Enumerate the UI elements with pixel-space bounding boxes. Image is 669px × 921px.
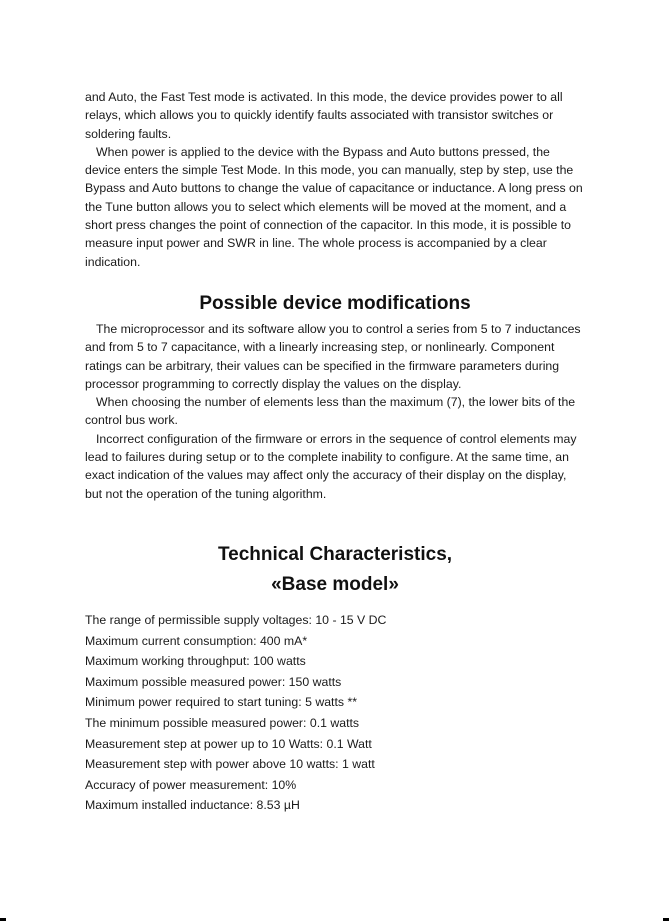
spec-item: Minimum power required to start tuning: 5 watts ** <box>85 695 358 710</box>
intro-paragraph-1: and Auto, the Fast Test mode is activated. In this mode, the device provides power to all relays, which allows you to quickly identify faults associated with transistor switches or soldering faults. <box>85 90 563 141</box>
spec-item: Measurement step with power above 10 watts: 1 watt <box>85 757 375 772</box>
technical-heading <box>85 540 585 600</box>
document-page <box>85 88 585 816</box>
intro-paragraph-2: When power is applied to the device with the Bypass and Auto buttons pressed, the device enters the simple Test Mode. In this mode, you can manually, step by step, use the Bypass and Auto buttons to change the value of capacitance or inductance. A long press on the Tune button allows you to select which elements will be moved at the moment, and a short press changes the point of connection of the capacitor. In this mode, it is possible to measure input power and SWR in line. The whole process is accompanied by a clear indication. <box>85 144 583 269</box>
modifications-paragraph-1: The microprocessor and its software allow you to control a series from 5 to 7 inductances and from 5 to 7 capacitance, with a linearly increasing step, or nonlinearly. Component ratings can be arbitrary, their values can be specified in the firmware parameters during processor programming to correctly display the values on the display. <box>85 321 581 391</box>
technical-heading-line-1: Technical Characteristics, <box>217 543 453 565</box>
spec-item: Accuracy of power measurement: 10% <box>85 777 297 792</box>
spec-item: The range of permissible supply voltages: 10 - 15 V DC <box>85 612 387 627</box>
spec-item: Maximum installed inductance: 8.53 µH <box>85 798 300 813</box>
spec-item: Maximum possible measured power: 150 watts <box>85 674 342 689</box>
spec-item: Maximum working throughput: 100 watts <box>85 654 306 669</box>
modifications-paragraph-3: Incorrect configuration of the firmware or errors in the sequence of control elements may lead to failures during setup or to the complete inability to configure. At the same time, an exact indication of the values may affect only the accuracy of their display on the display, but not the operation of the tuning algorithm. <box>85 431 577 501</box>
modifications-paragraph-2: When choosing the number of elements less than the maximum (7), the lower bits of the control bus work. <box>85 395 576 428</box>
spec-item: The minimum possible measured power: 0.1 watts <box>85 715 360 730</box>
spec-item: Measurement step at power up to 10 Watts: 0.1 Watt <box>85 736 372 751</box>
modifications-heading: Possible device modifications <box>199 292 471 314</box>
specs-list <box>85 610 585 816</box>
spec-item: Maximum current consumption: 400 mA* <box>85 633 308 648</box>
technical-heading-line-2: «Base model» <box>271 573 399 595</box>
